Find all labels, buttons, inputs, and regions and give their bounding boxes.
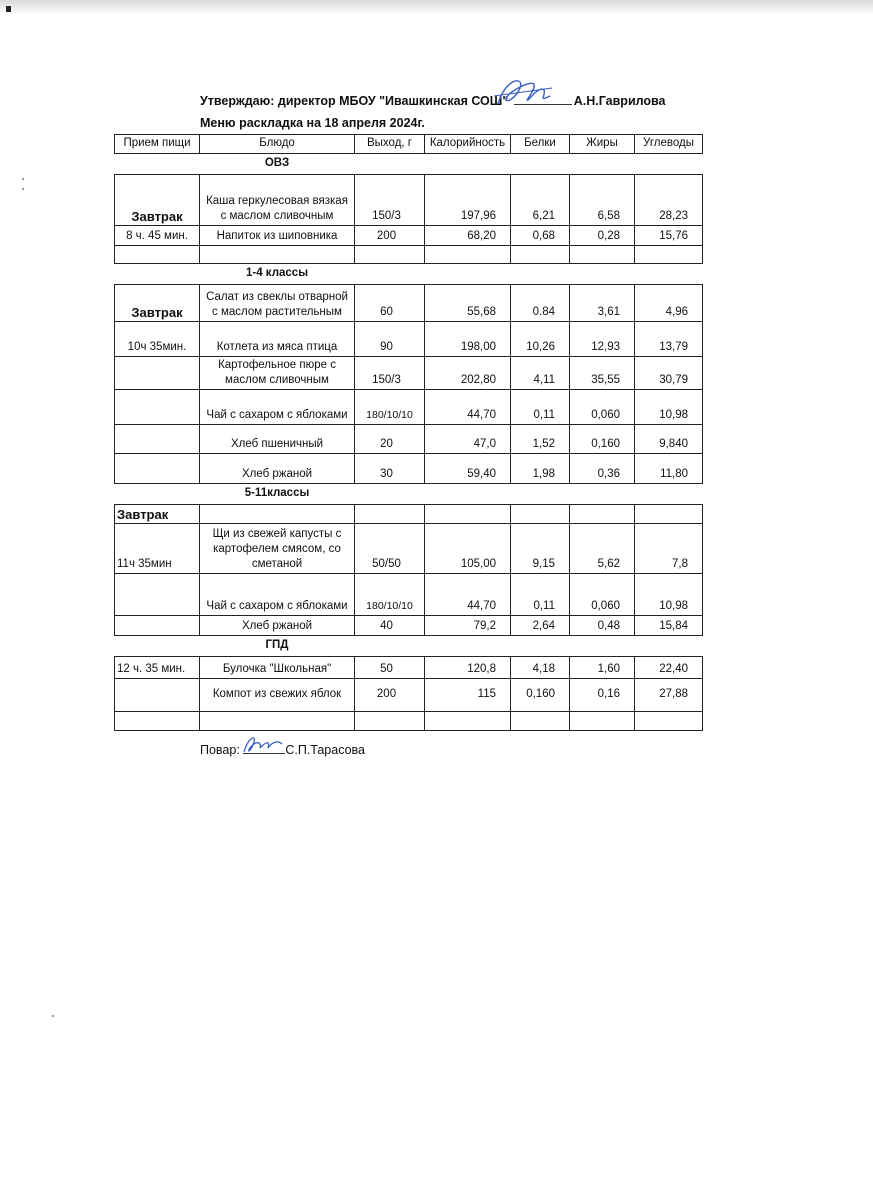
calories-cell: 120,8 [425,657,511,679]
calories-cell: 68,20 [425,226,511,246]
section-label: 5-11классы [244,487,310,499]
meal-cell [115,390,200,425]
meal-cell: Завтрак [115,505,200,524]
section-label: ГПД [265,639,289,651]
fat-cell: 35,55 [570,357,635,390]
calories-cell: 44,70 [425,390,511,425]
table-header-row [115,135,703,154]
protein-cell: 0,11 [511,390,570,425]
table-row [115,425,703,454]
carbs-cell: 11,80 [635,454,703,484]
table-row [115,679,703,712]
approval-prefix: Утверждаю: директор МБОУ "Ивашкинская СОШ" [200,94,509,108]
protein-cell: 4,11 [511,357,570,390]
dish-cell: Чай с сахаром с яблоками [200,390,355,425]
carbs-cell: 27,88 [635,679,703,712]
meal-cell: 8 ч. 45 мин. [115,226,200,246]
fat-cell: 5,62 [570,524,635,574]
dish-cell: Каша геркулесовая вязкая с маслом сливочным [200,175,355,226]
meal-cell: 12 ч. 35 мин. [115,657,200,679]
scan-corner-mark [6,6,11,12]
output-cell: 180/10/10 [355,390,425,425]
output-cell: 60 [355,285,425,322]
output-cell: 90 [355,322,425,357]
col-header-meal: Прием пищи [115,135,200,154]
fat-cell: 0,16 [570,679,635,712]
col-header-carbs: Углеводы [635,135,703,154]
protein-cell: 0,160 [511,679,570,712]
table-row [115,390,703,425]
protein-cell: 1,52 [511,425,570,454]
carbs-cell: 13,79 [635,322,703,357]
meal-cell [115,357,200,390]
director-name: А.Н.Гаврилова [573,94,666,108]
protein-cell: 10,26 [511,322,570,357]
calories-cell: 47,0 [425,425,511,454]
fat-cell: 3,61 [570,285,635,322]
director-signature [490,74,556,114]
dish-cell: Щи из свежей капусты с картофелем смясом, со сметаной [200,524,355,574]
table-row [115,285,703,322]
protein-cell: 0,11 [511,574,570,616]
meal-cell [115,454,200,484]
table-row [115,524,703,574]
fat-cell: 0,36 [570,454,635,484]
section-label: 1-4 классы [245,267,309,279]
output-cell: 150/3 [355,357,425,390]
col-header-calories: Калорийность [425,135,511,154]
protein-cell: 0.84 [511,285,570,322]
empty-row [115,246,703,264]
scan-speck [52,1015,54,1017]
meal-cell: Завтрак [115,175,200,226]
carbs-cell: 10,98 [635,574,703,616]
dish-cell: Хлеб ржаной [200,454,355,484]
cook-signature [240,732,286,758]
calories-cell: 59,40 [425,454,511,484]
menu-table [114,134,703,731]
output-cell: 180/10/10 [355,574,425,616]
fat-cell: 0,060 [570,574,635,616]
col-header-dish: Блюдо [200,135,355,154]
fat-cell: 12,93 [570,322,635,357]
dish-cell: Котлета из мяса птица [200,322,355,357]
output-cell: 40 [355,616,425,636]
approval-line [200,94,666,108]
fat-cell: 6,58 [570,175,635,226]
carbs-cell: 30,79 [635,357,703,390]
section-heading-grade-1-4 [115,264,703,285]
protein-cell: 2,64 [511,616,570,636]
carbs-cell: 15,76 [635,226,703,246]
document-title: Меню раскладка на 18 апреля 2024г. [200,116,425,130]
calories-cell: 55,68 [425,285,511,322]
meal-cell: Завтрак [115,285,200,322]
cook-name: С.П.Тарасова [285,743,365,757]
scan-speck [22,178,24,180]
scan-edge [0,0,873,14]
dish-cell: Хлеб ржаной [200,616,355,636]
table-row [115,574,703,616]
calories-cell: 115 [425,679,511,712]
output-cell: 30 [355,454,425,484]
table-row [115,322,703,357]
meal-cell [115,679,200,712]
output-cell: 50 [355,657,425,679]
carbs-cell: 28,23 [635,175,703,226]
dish-cell: Хлеб пшеничный [200,425,355,454]
output-cell: 50/50 [355,524,425,574]
calories-cell: 198,00 [425,322,511,357]
meal-cell [115,616,200,636]
dish-cell: Напиток из шиповника [200,226,355,246]
fat-cell: 0,48 [570,616,635,636]
carbs-cell: 9,840 [635,425,703,454]
table-row [115,505,703,524]
protein-cell: 0,68 [511,226,570,246]
calories-cell: 79,2 [425,616,511,636]
meal-cell [115,425,200,454]
meal-cell: 10ч 35мин. [115,322,200,357]
table-row [115,657,703,679]
output-cell: 20 [355,425,425,454]
dish-cell: Картофельное пюре с маслом сливочным [200,357,355,390]
output-cell: 200 [355,226,425,246]
calories-cell: 202,80 [425,357,511,390]
fat-cell: 1,60 [570,657,635,679]
calories-cell: 105,00 [425,524,511,574]
protein-cell: 9,15 [511,524,570,574]
fat-cell: 0,28 [570,226,635,246]
dish-cell: Компот из свежих яблок [200,679,355,712]
table-row [115,616,703,636]
table-row [115,175,703,226]
section-heading-ovz [115,154,703,175]
carbs-cell: 7,8 [635,524,703,574]
scan-speck [22,188,24,190]
meal-cell [115,574,200,616]
meal-cell: 11ч 35мин [115,524,200,574]
section-heading-gpd [115,636,703,657]
carbs-cell: 15,84 [635,616,703,636]
carbs-cell: 22,40 [635,657,703,679]
output-cell: 200 [355,679,425,712]
col-header-protein: Белки [511,135,570,154]
calories-cell: 44,70 [425,574,511,616]
protein-cell: 4,18 [511,657,570,679]
dish-cell: Чай с сахаром с яблоками [200,574,355,616]
calories-cell: 197,96 [425,175,511,226]
protein-cell: 1,98 [511,454,570,484]
output-cell: 150/3 [355,175,425,226]
table-row [115,454,703,484]
col-header-output: Выход, г [355,135,425,154]
carbs-cell: 10,98 [635,390,703,425]
fat-cell: 0,160 [570,425,635,454]
section-label: ОВЗ [264,157,290,169]
dish-cell: Салат из свеклы отварной с маслом растительным [200,285,355,322]
col-header-fat: Жиры [570,135,635,154]
empty-row [115,712,703,731]
cook-label: Повар: [200,743,240,757]
fat-cell: 0,060 [570,390,635,425]
protein-cell: 6,21 [511,175,570,226]
section-heading-grade-5-11 [115,484,703,505]
carbs-cell: 4,96 [635,285,703,322]
dish-cell: Булочка "Школьная" [200,657,355,679]
table-row [115,357,703,390]
table-row [115,226,703,246]
